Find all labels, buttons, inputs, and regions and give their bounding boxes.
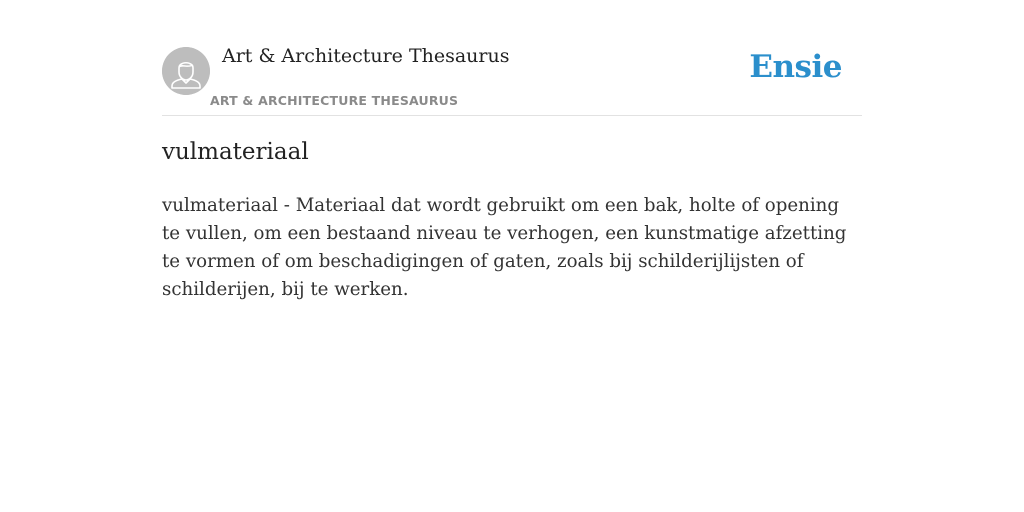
entry-title: vulmateriaal [162,139,309,165]
brand-logo[interactable]: Ensie [749,49,842,85]
author-name[interactable]: Art & Architecture Thesaurus [222,45,510,67]
entry-definition: vulmateriaal - Materiaal dat wordt gebruikt om een bak, holte of opening te vullen, om een bestaand niveau te verhogen, een kunstmatige afzetting te vormen of om beschadigingen of gaten, zoals bij schilderijlijsten of schilderijen, bij te werken. [162,195,847,300]
header [162,0,862,116]
user-icon [162,47,210,95]
avatar[interactable] [162,47,210,95]
page-container [162,0,862,512]
source-label[interactable]: ART & ARCHITECTURE THESAURUS [210,93,459,108]
